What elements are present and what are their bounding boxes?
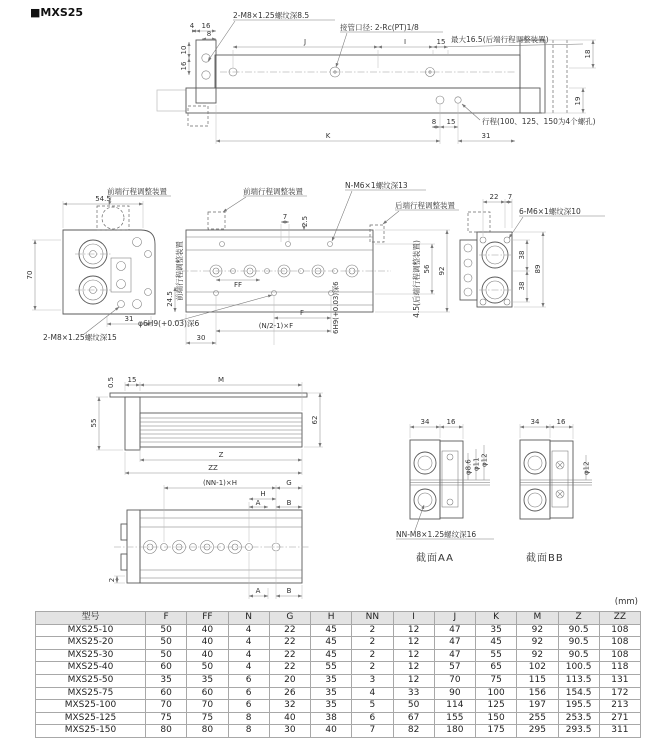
value-cell: 55 [476,649,517,662]
page-title: ■MXS25 [30,6,84,19]
dim-8-top: 8 [206,30,212,38]
value-cell: 40 [187,649,228,662]
model-cell: MXS25-150 [36,725,146,738]
value-cell: 271 [599,712,640,725]
top-port-label: 接管口径: 2-Rc(PT)1/8 [340,23,419,32]
value-cell: 12 [393,674,434,687]
dim-54.5: 54.5 [95,195,111,203]
value-cell: 47 [434,649,475,662]
column-header: N [228,612,269,625]
column-header: ZZ [599,612,640,625]
right-end-view [460,193,605,307]
dim-56: 56 [423,264,431,274]
value-cell: 155 [434,712,475,725]
dim-16-top: 16 [201,22,211,30]
dim-15-side: 15 [127,376,137,384]
dim-B-bottom: B [286,587,292,595]
value-cell: 6 [228,674,269,687]
section-bb [520,418,592,564]
plan-dowel-label: φ6H9(+0.03)深6 [138,319,200,328]
dim-F: F [299,309,305,317]
dim-55: 55 [90,418,98,428]
value-cell: 131 [599,674,640,687]
plan-thread-label: N-M6×1螺纹深13 [345,181,408,190]
value-cell: 7 [352,725,393,738]
column-header: F [146,612,187,625]
value-cell: 197 [517,700,558,713]
value-cell: 35 [311,674,352,687]
value-cell: 80 [146,725,187,738]
table-row [36,700,641,713]
value-cell: 80 [187,725,228,738]
value-cell: 6 [228,687,269,700]
value-cell: 12 [393,624,434,637]
dim-16-aa: 16 [446,418,456,426]
value-cell: 100.5 [558,662,599,675]
value-cell: 8 [228,725,269,738]
value-cell: 30 [269,725,310,738]
dim-formula-H: (NN-1)×H [202,479,238,487]
value-cell: 6 [352,712,393,725]
dim-7-plan: 7 [282,213,288,221]
table-row [36,649,641,662]
dim-70: 70 [26,270,34,280]
value-cell: 70 [146,700,187,713]
dim-89: 89 [534,264,542,274]
plan-view [138,180,459,345]
column-header: Z [558,612,599,625]
dim-dia-8.6: φ8.6 [464,459,473,475]
value-cell: 114 [434,700,475,713]
value-cell: 154.5 [558,687,599,700]
value-cell: 26 [269,687,310,700]
value-cell: 6 [228,700,269,713]
dim-B-top: B [286,499,292,507]
dim-38b: 38 [518,281,526,291]
value-cell: 67 [393,712,434,725]
value-cell: 75 [476,674,517,687]
plan-rear-adjuster-label: 后端行程调整装置 [395,201,455,210]
value-cell: 47 [434,637,475,650]
value-cell: 55 [311,662,352,675]
column-header: H [311,612,352,625]
column-header: 型号 [36,612,146,625]
value-cell: 38 [311,712,352,725]
table-row [36,624,641,637]
table-row [36,674,641,687]
value-cell: 253.5 [558,712,599,725]
table-row [36,662,641,675]
top-max-adjuster-label: 最大16.5(后端行程调整装置) [451,35,549,44]
spec-table [35,611,641,738]
top-thread-label: 2-M8×1.25螺纹深8.5 [233,11,310,20]
column-header: M [517,612,558,625]
value-cell: 4 [228,624,269,637]
column-header: J [434,612,475,625]
table-row [36,725,641,738]
value-cell: 50 [146,624,187,637]
plan-front-adjuster-side-label: 前端行程调整装置 [175,241,184,301]
value-cell: 102 [517,662,558,675]
value-cell: 22 [269,649,310,662]
dim-A-top: A [255,499,261,507]
model-cell: MXS25-75 [36,687,146,700]
section-bb-caption: 截面BB [526,553,564,564]
dim-31-left-view: 31 [124,315,134,323]
value-cell: 40 [187,624,228,637]
dim-ZZ: ZZ [208,464,218,472]
value-cell: 100 [476,687,517,700]
left-thread-label: 2-M8×1.25螺纹深15 [43,333,117,342]
value-cell: 125 [476,700,517,713]
value-cell: 40 [311,725,352,738]
column-header: K [476,612,517,625]
dim-G: G [286,479,292,487]
value-cell: 150 [476,712,517,725]
value-cell: 108 [599,624,640,637]
value-cell: 90 [434,687,475,700]
value-cell: 108 [599,637,640,650]
dim-24.5: 24.5 [166,291,174,307]
dim-38a: 38 [518,250,526,260]
value-cell: 180 [434,725,475,738]
dim-dia-12-aa: φ12 [480,453,489,467]
value-cell: 108 [599,649,640,662]
dim-30: 30 [196,334,206,342]
value-cell: 22 [269,637,310,650]
side-view [90,376,323,475]
value-cell: 2 [352,637,393,650]
value-cell: 45 [311,649,352,662]
dim-16-left: 16 [180,61,188,71]
table-header-row [36,612,641,625]
table-row [36,712,641,725]
value-cell: 195.5 [558,700,599,713]
dim-0.5: 0.5 [107,376,115,388]
value-cell: 2 [352,662,393,675]
plan-front-adjuster-label: 前端行程调整装置 [243,187,303,196]
value-cell: 4 [228,662,269,675]
value-cell: 175 [476,725,517,738]
value-cell: 118 [599,662,640,675]
value-cell: 50 [393,700,434,713]
value-cell: 2 [352,649,393,662]
value-cell: 35 [476,624,517,637]
value-cell: 92 [517,637,558,650]
value-cell: 50 [146,649,187,662]
value-cell: 50 [146,637,187,650]
value-cell: 70 [434,674,475,687]
value-cell: 32 [269,700,310,713]
dim-19: 19 [574,96,582,106]
units-label: (mm) [614,597,638,607]
value-cell: 255 [517,712,558,725]
value-cell: 22 [269,624,310,637]
plan-rear-adjuster-side-label: 4.5(后端行程调整装置) [412,240,421,318]
dim-18: 18 [584,49,592,59]
dim-34-aa: 34 [420,418,430,426]
model-cell: MXS25-100 [36,700,146,713]
dim-22: 22 [489,193,499,201]
value-cell: 12 [393,637,434,650]
value-cell: 90.5 [558,649,599,662]
model-cell: MXS25-40 [36,662,146,675]
value-cell: 60 [146,662,187,675]
section-aa-caption: 截面AA [416,553,454,564]
dim-dia-12-bb: φ12 [582,461,591,475]
value-cell: 4 [228,637,269,650]
value-cell: 113.5 [558,674,599,687]
value-cell: 75 [146,712,187,725]
column-header: NN [352,612,393,625]
value-cell: 156 [517,687,558,700]
model-cell: MXS25-30 [36,649,146,662]
value-cell: 293.5 [558,725,599,738]
dim-formula-F: (N/2-1)×F [258,322,294,330]
value-cell: 213 [599,700,640,713]
value-cell: 35 [146,674,187,687]
value-cell: 12 [393,662,434,675]
dim-4: 4 [189,22,195,30]
model-cell: MXS25-125 [36,712,146,725]
dim-16-bb: 16 [556,418,566,426]
value-cell: 3 [352,674,393,687]
dim-J: J [303,38,307,46]
table-row [36,637,641,650]
dim-2.5: 2.5 [301,215,309,227]
value-cell: 35 [311,700,352,713]
value-cell: 92 [517,624,558,637]
value-cell: 75 [187,712,228,725]
value-cell: 47 [434,624,475,637]
plan-dowel-side-label: 6H9(+0.03)深6 [332,281,340,334]
value-cell: 295 [517,725,558,738]
value-cell: 50 [187,662,228,675]
value-cell: 40 [187,637,228,650]
dim-15-bottom: 15 [446,118,456,126]
top-stroke-note: 行程(100、125、150为4个螺孔) [482,117,596,126]
dim-dia-11: φ11 [472,457,481,471]
bottom-view [108,479,310,599]
value-cell: 82 [393,725,434,738]
dim-FF: FF [233,281,243,289]
dim-8-bottom: 8 [431,118,437,126]
dim-K: K [325,132,331,140]
value-cell: 4 [352,687,393,700]
value-cell: 45 [476,637,517,650]
dim-15-top: 15 [436,38,446,46]
table-row [36,687,641,700]
value-cell: 90.5 [558,637,599,650]
dim-A-bottom: A [255,587,261,595]
column-header: FF [187,612,228,625]
value-cell: 57 [434,662,475,675]
dim-2: 2 [108,577,116,583]
top-view [157,10,596,144]
dim-34-bb: 34 [530,418,540,426]
value-cell: 90.5 [558,624,599,637]
value-cell: 20 [269,674,310,687]
model-cell: MXS25-20 [36,637,146,650]
value-cell: 45 [311,637,352,650]
value-cell: 65 [476,662,517,675]
value-cell: 60 [146,687,187,700]
value-cell: 92 [517,649,558,662]
value-cell: 40 [269,712,310,725]
left-front-adjuster-label: 前端行程调整装置 [107,187,167,196]
dim-10-left: 10 [180,45,188,55]
value-cell: 5 [352,700,393,713]
dim-31-top-view: 31 [481,132,491,140]
dim-Z: Z [218,451,224,459]
value-cell: 60 [187,687,228,700]
dim-62: 62 [311,415,319,425]
value-cell: 33 [393,687,434,700]
value-cell: 8 [228,712,269,725]
value-cell: 35 [187,674,228,687]
value-cell: 172 [599,687,640,700]
column-header: I [393,612,434,625]
dim-92: 92 [438,266,446,276]
model-cell: MXS25-50 [36,674,146,687]
value-cell: 2 [352,624,393,637]
value-cell: 45 [311,624,352,637]
value-cell: 70 [187,700,228,713]
value-cell: 12 [393,649,434,662]
dim-I: I [403,38,407,46]
section-aa [396,418,494,564]
section-aa-thread-label: NN-M8×1.25螺纹深16 [396,530,477,539]
dim-H: H [260,490,266,498]
dim-7-right: 7 [507,193,513,201]
right-thread-label: 6-M6×1螺纹深10 [519,207,581,216]
value-cell: 115 [517,674,558,687]
dim-M: M [217,376,225,384]
value-cell: 35 [311,687,352,700]
value-cell: 311 [599,725,640,738]
model-cell: MXS25-10 [36,624,146,637]
value-cell: 4 [228,649,269,662]
value-cell: 22 [269,662,310,675]
column-header: G [269,612,310,625]
